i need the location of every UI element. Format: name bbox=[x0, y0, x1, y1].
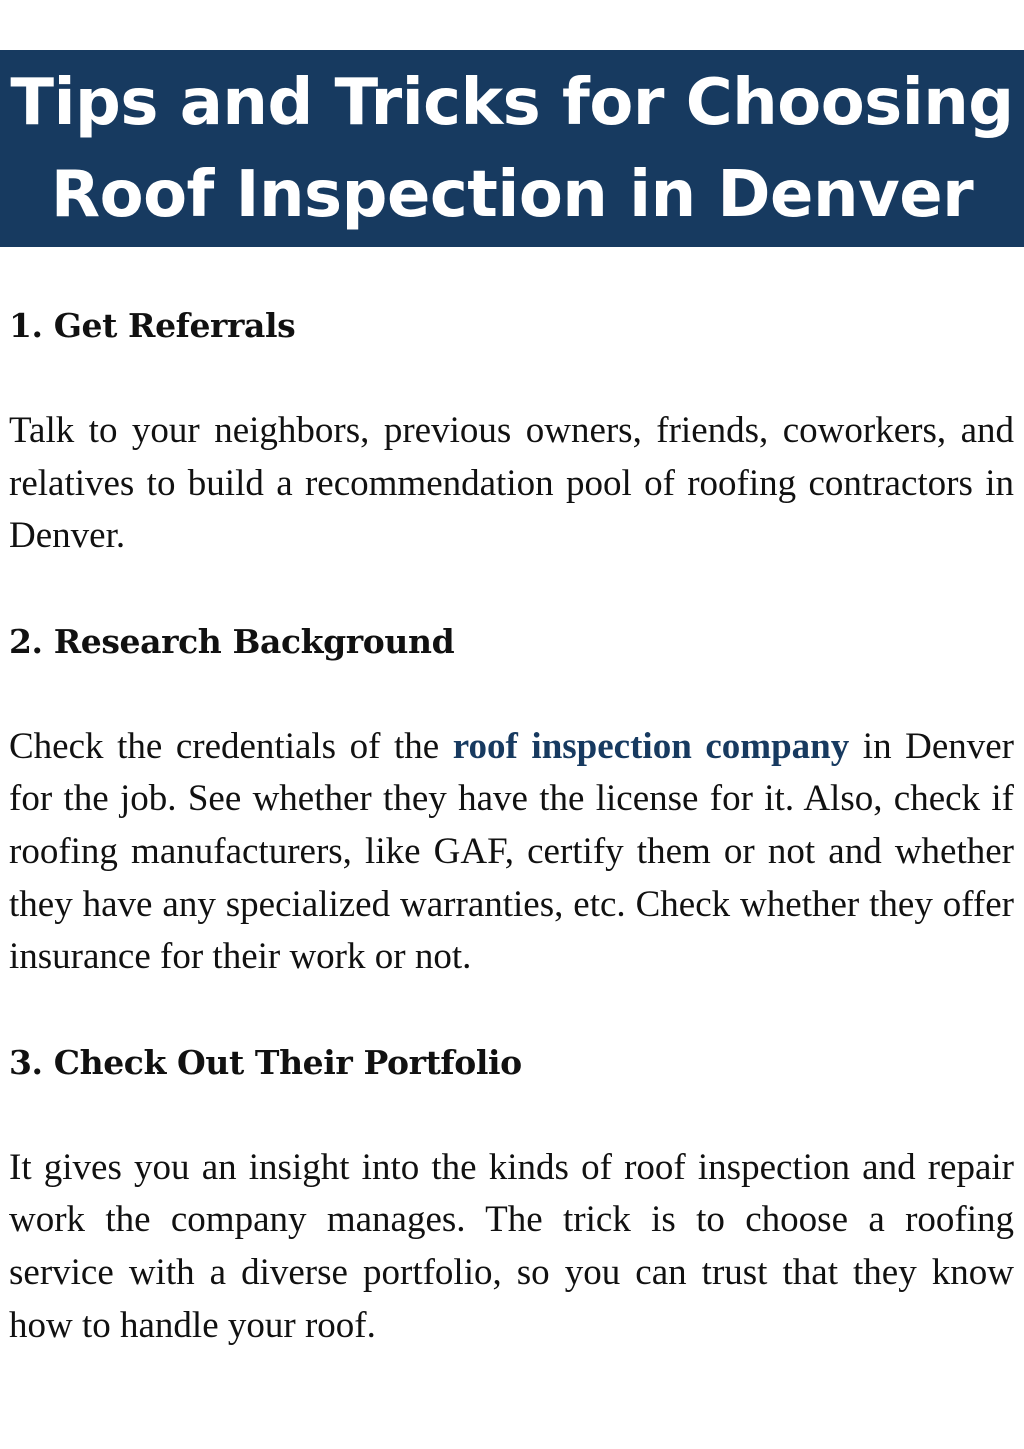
body-text-before-link: Check the credentials of the bbox=[9, 725, 453, 767]
roof-inspection-company-link[interactable]: roof inspection company bbox=[452, 725, 850, 767]
title-banner bbox=[0, 50, 1024, 247]
section-heading-check-portfolio: 3. Check Out Their Portfolio bbox=[9, 1042, 522, 1082]
section-body-check-portfolio: It gives you an insight into the kinds of roof inspection and repair work the company manages. The trick is to choose a roofing service with a diverse portfolio, so you can trust that they know how to handle your roof. bbox=[9, 1146, 1014, 1346]
article-content bbox=[9, 300, 1014, 1352]
section-body-get-referrals: Talk to your neighbors, previous owners, friends, coworkers, and relatives to build a recommendation pool of roofing contractors in Denver. bbox=[9, 410, 1014, 557]
page-title-line-2: Roof Inspection in Denver bbox=[50, 157, 974, 232]
body-text-after-link: in Denver for the job. See whether they have the license for it. Also, check if roofing manufacturers, like GAF, certify them or not and whether they have any specialized warranties, etc. Check whether they offer insurance for their work or not. bbox=[9, 725, 1015, 978]
page-title-line-1: Tips and Tricks for Choosing bbox=[10, 65, 1014, 140]
section-heading-get-referrals: 1. Get Referrals bbox=[9, 306, 296, 345]
section-body-research-background bbox=[9, 721, 1014, 984]
section-heading-research-background: 2. Research Background bbox=[9, 621, 455, 661]
